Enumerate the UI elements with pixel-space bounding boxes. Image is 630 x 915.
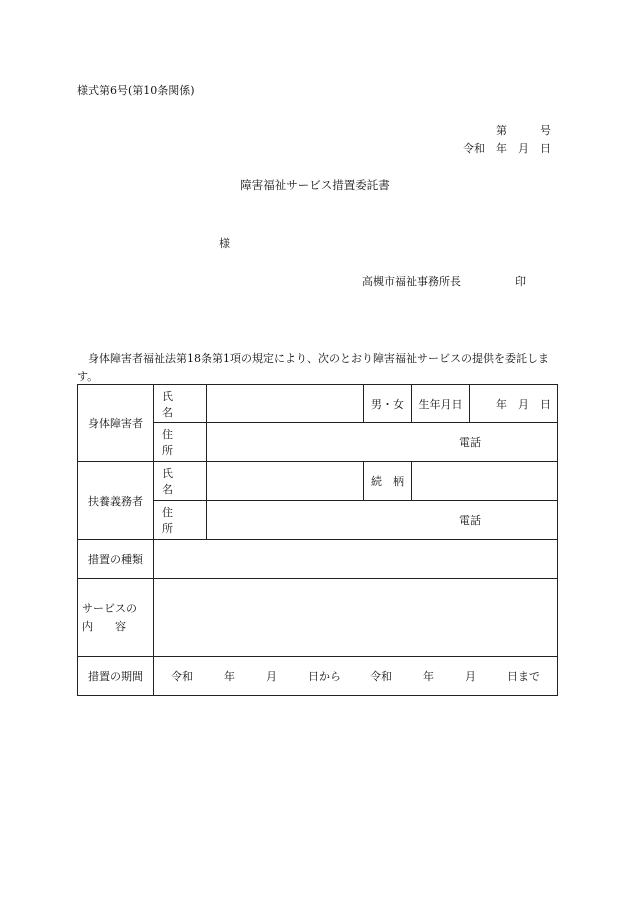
relation-label: 続 柄 (364, 462, 412, 501)
disabled-person-name-field[interactable] (207, 385, 364, 423)
period-from-era: 令和 (171, 670, 193, 683)
issuer-name: 高槻市福祉事務所長 (362, 275, 461, 288)
seal-mark: 印 (515, 275, 526, 288)
document-date: 令和 年 月 日 (463, 142, 551, 155)
service-content-label-line2: 内 容 (82, 619, 126, 633)
guardian-phone-label: 電話 (459, 514, 481, 527)
period-to-month: 月 (465, 670, 476, 683)
period-field[interactable] (154, 657, 558, 696)
measure-type-label: 措置の種類 (78, 540, 154, 579)
measure-type-row (78, 540, 558, 579)
period-label: 措置の期間 (78, 657, 154, 696)
disabled-person-name-row (78, 385, 558, 423)
addressee-honorific: 様 (219, 237, 230, 250)
period-from-year: 年 (224, 670, 235, 683)
consignment-form-table (77, 384, 558, 696)
service-content-row (78, 579, 558, 657)
disabled-person-address-field[interactable] (207, 423, 558, 462)
disabled-person-address-label: 住 所 (154, 423, 207, 462)
disabled-person-phone-label: 電話 (459, 436, 481, 449)
guardian-address-label: 住 所 (154, 501, 207, 540)
guardian-name-field[interactable] (207, 462, 364, 501)
period-row (78, 657, 558, 696)
document-number: 第 号 (496, 124, 551, 137)
service-content-label-line1: サービスの (82, 601, 137, 615)
guardian-address-field[interactable] (207, 501, 558, 540)
document-title: 障害福祉サービス措置委託書 (240, 178, 390, 192)
body-paragraph: 身体障害者福祉法第18条第1項の規定により、次のとおり障害福祉サービスの提供を委託します。 (77, 352, 549, 383)
period-to-era: 令和 (370, 670, 392, 683)
period-to-day: 日まで (507, 670, 540, 683)
service-content-label (78, 579, 154, 657)
measure-type-field[interactable] (154, 540, 558, 579)
relation-field[interactable] (412, 462, 558, 501)
form-reference: 様式第6号(第10条関係) (77, 84, 195, 97)
guardian-name-row (78, 462, 558, 501)
disabled-person-section-label: 身体障害者 (78, 385, 154, 462)
service-content-field[interactable] (154, 579, 558, 657)
period-from-month: 月 (266, 670, 277, 683)
gender-selector[interactable]: 男・女 (364, 385, 412, 423)
birthdate-field[interactable]: 年 月 日 (470, 385, 558, 423)
disabled-person-name-label: 氏 名 (154, 385, 207, 423)
guardian-section-label: 扶養義務者 (78, 462, 154, 540)
birthdate-label: 生年月日 (412, 385, 470, 423)
period-from-day: 日から (308, 670, 341, 683)
period-to-year: 年 (423, 670, 434, 683)
guardian-name-label: 氏 名 (154, 462, 207, 501)
